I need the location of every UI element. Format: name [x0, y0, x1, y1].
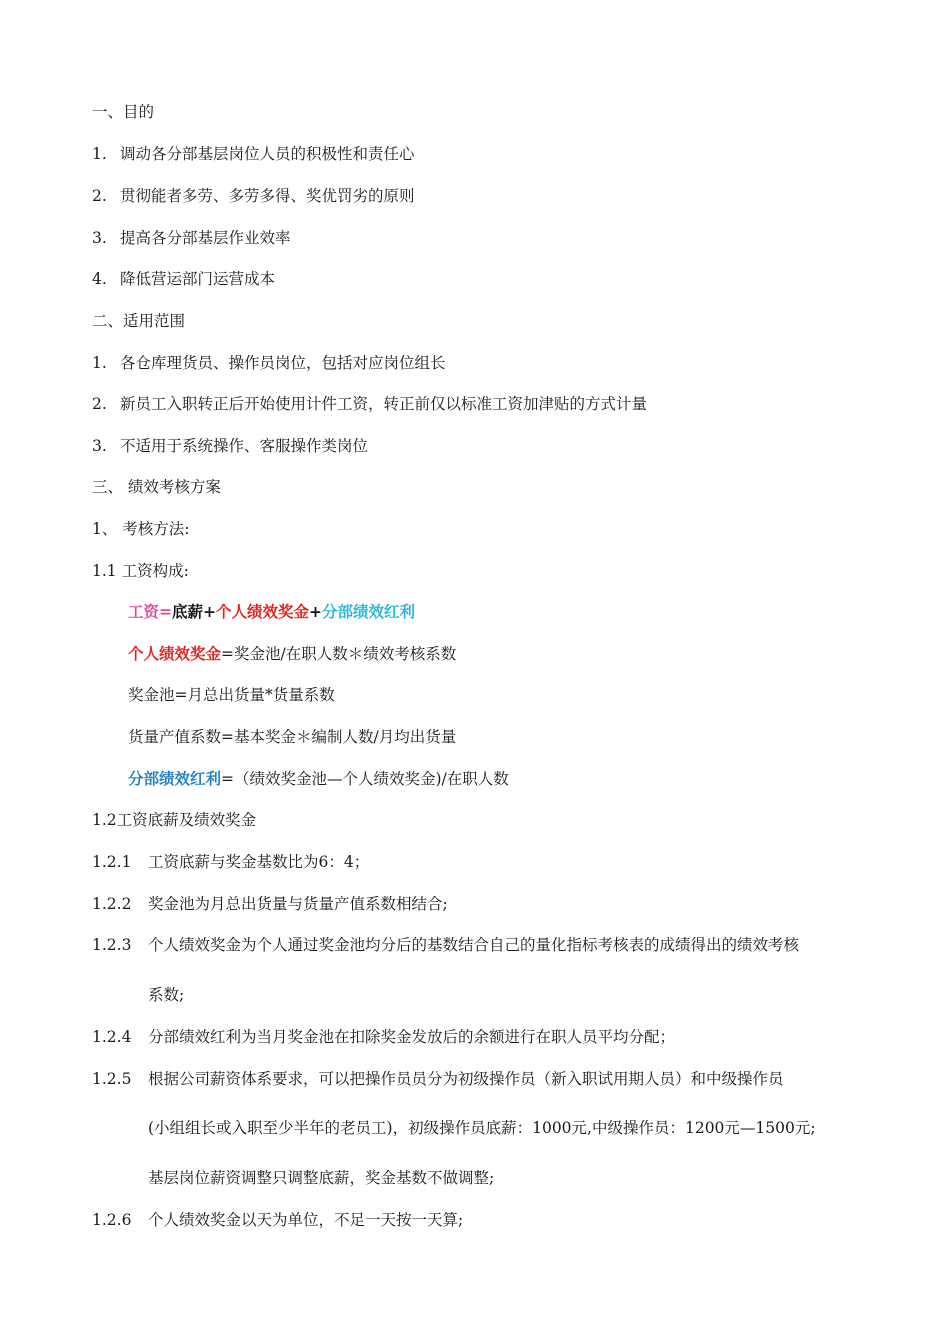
- list-item: [92, 144, 415, 164]
- item-text: 提高各分部基层作业效率: [120, 229, 291, 247]
- item-number: 1.: [92, 145, 107, 163]
- item-text-continuation: (小组组长或入职至少半年的老员工)，初级操作员底薪：1000元,中级操作员：1200元—1500元;: [148, 1119, 816, 1137]
- formula-bonus-pool: 奖金池=月总出货量*货量系数: [128, 686, 335, 704]
- item-text: 个人绩效奖金为个人通过奖金池均分后的基数结合自己的量化指标考核表的成绩得出的绩效考核: [148, 936, 800, 954]
- item-text-continuation: 基层岗位薪资调整只调整底薪，奖金基数不做调整;: [148, 1169, 495, 1187]
- item-text: 不适用于系统操作、客服操作类岗位: [120, 437, 369, 455]
- formula-salary: [128, 602, 415, 622]
- item-number: 1.2.5: [92, 1070, 132, 1088]
- list-item: [92, 269, 275, 289]
- item-number: 1.2.1: [92, 853, 132, 871]
- formula-volume-coefficient: 货量产值系数=基本奖金＊编制人数/月均出货量: [128, 728, 457, 746]
- item-text: 根据公司薪资体系要求，可以把操作员员分为初级操作员（新入职试用期人员）和中级操作员: [148, 1070, 784, 1088]
- item-number: 1.2.4: [92, 1028, 132, 1046]
- list-item: [92, 353, 446, 373]
- item-text: 贯彻能者多劳、多劳多得、奖优罚劣的原则: [120, 187, 415, 205]
- list-item: [92, 935, 799, 955]
- formula-term: 个人绩效奖金: [128, 644, 222, 663]
- section-3-title: 三、 绩效考核方案: [92, 478, 221, 496]
- list-item: [92, 436, 368, 456]
- formula-term: 个人绩效奖金: [216, 602, 310, 621]
- item-text: 奖金池为月总出货量与货量产值系数相结合;: [148, 895, 448, 913]
- formula-term: 工资: [128, 602, 160, 621]
- item-text: 新员工入职转正后开始使用计件工资，转正前仅以标准工资加津贴的方式计量: [120, 395, 648, 413]
- subsection-heading: 1、 考核方法:: [92, 520, 190, 538]
- item-number: 3.: [92, 437, 107, 455]
- subsection-heading: 1.2工资底薪及绩效奖金: [92, 811, 257, 829]
- item-text-continuation: 系数;: [148, 986, 185, 1004]
- item-number: 1.: [92, 354, 107, 372]
- formula-term: 底薪: [172, 602, 204, 621]
- list-item: [92, 394, 647, 414]
- item-number: 1.2.2: [92, 895, 132, 913]
- section-1-title: 一、目的: [92, 103, 155, 121]
- item-text: 工资底薪与奖金基数比为6：4；: [148, 853, 370, 871]
- list-item: [92, 852, 369, 872]
- formula-operator: +: [203, 602, 217, 621]
- formula-operator: =: [159, 602, 173, 621]
- list-item: [92, 894, 448, 914]
- list-item: [92, 186, 415, 206]
- item-text: 降低营运部门运营成本: [120, 270, 276, 288]
- list-item: [92, 1027, 675, 1047]
- formula-term: 分部绩效红利: [128, 769, 222, 788]
- list-item: [92, 1069, 784, 1089]
- item-number: 1.2.6: [92, 1211, 132, 1229]
- formula-expression: =奖金池/在职人数＊绩效考核系数: [221, 645, 457, 663]
- section-2-title: 二、适用范围: [92, 312, 186, 330]
- item-number: 2.: [92, 187, 107, 205]
- list-item: [92, 1210, 463, 1230]
- item-number: 3.: [92, 229, 107, 247]
- formula-expression: =（绩效奖金池—个人绩效奖金)/在职人数: [221, 770, 509, 788]
- formula-branch-dividend: [128, 769, 509, 789]
- subsection-heading: 1.1 工资构成:: [92, 562, 189, 580]
- formula-term: 分部绩效红利: [322, 602, 416, 621]
- list-item: [92, 228, 291, 248]
- item-text: 个人绩效奖金以天为单位，不足一天按一天算;: [148, 1211, 464, 1229]
- item-number: 2.: [92, 395, 107, 413]
- item-number: 4.: [92, 270, 107, 288]
- formula-personal-bonus: [128, 644, 456, 664]
- formula-operator: +: [309, 602, 323, 621]
- item-text: 调动各分部基层岗位人员的积极性和责任心: [120, 145, 415, 163]
- item-text: 各仓库理货员、操作员岗位，包括对应岗位组长: [120, 354, 446, 372]
- item-text: 分部绩效红利为当月奖金池在扣除奖金发放后的余额进行在职人员平均分配；: [148, 1028, 676, 1046]
- item-number: 1.2.3: [92, 936, 132, 954]
